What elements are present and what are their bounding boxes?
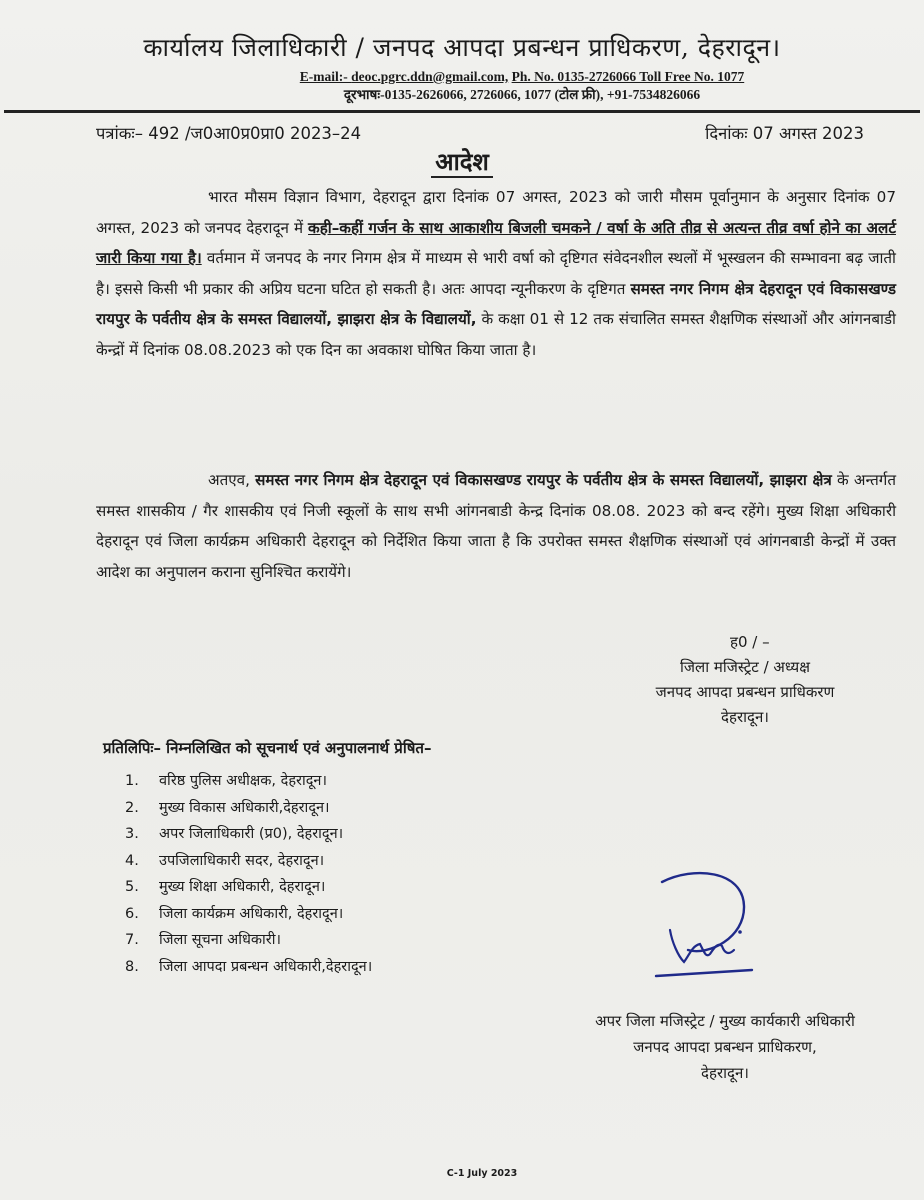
signatory1-authority: जनपद आपदा प्रबन्धन प्राधिकरण	[655, 683, 835, 701]
list-item: 8. जिला आपदा प्रबन्धन अधिकारी,देहरादून।	[125, 958, 373, 975]
signatory2-designation: अपर जिला मजिस्ट्रेट / मुख्य कार्यकारी अधिकारी	[595, 1012, 855, 1030]
signatory1-designation: जिला मजिस्ट्रेट / अध्यक्ष	[680, 658, 810, 676]
footer-note: C-1 July 2023	[446, 1168, 518, 1179]
signatory2-authority: जनपद आपदा प्रबन्धन प्राधिकरण,	[633, 1038, 817, 1056]
copy-to-list	[125, 768, 372, 980]
phone-tollfree: Ph. No. 0135-2726066 Toll Free No. 1077	[511, 69, 745, 84]
p2-text-a: अतएव,	[208, 471, 256, 489]
list-item: 6. जिला कार्यक्रम अधिकारी, देहरादून।	[125, 905, 344, 922]
p2-schools-text: समस्त नगर निगम क्षेत्र देहरादून एवं विकासखण्ड रायपुर के पर्वतीय क्षेत्र के समस्त विद्यालयों, झाझरा क्षेत्र	[255, 471, 832, 489]
email-address: deoc.pgrc.ddn@gmail.com,	[351, 69, 509, 84]
p1-text-a: भारत मौसम विज्ञान विभाग, देहरादून द्वारा दिनांक 07 अगस्त, 2023 को जारी मौसम पूर्वानुमान के अनुसार दिनांक 07 अगस्त, 2023 को जनपद देहरादून में	[96, 188, 896, 237]
signed-mark: ह0 / –	[730, 633, 770, 651]
contact-phone-line: दूरभाषः-0135-2626066, 2726066, 1077 (टोल फ्री), +91-7534826066	[343, 87, 701, 102]
signatory-block-2	[560, 1008, 890, 1086]
list-item: 4. उपजिलाधिकारी सदर, देहरादून।	[125, 852, 325, 869]
list-item: 3. अपर जिलाधिकारी (प्र0), देहरादून।	[125, 826, 344, 842]
signatory2-place: देहरादून।	[701, 1064, 749, 1082]
handwritten-signature	[648, 858, 758, 988]
p1-text-b: वर्तमान में जनपद के नगर निगम क्षेत्र में माध्यम से भारी वर्षा को दृष्टिगत संवेदनशील स्थलों में भूस्खलन की सम्भावना बढ़ जाती है। इससे किसी भी प्रकार की अप्रिय घटना घटित हो सकती है। अतः आपदा न्यूनीकरण के दृष्टिगत	[96, 249, 896, 298]
email-label: E-mail:-	[299, 69, 352, 84]
order-heading	[0, 145, 924, 178]
signatory-block-1	[600, 630, 890, 730]
paragraph-1	[96, 182, 896, 365]
p1-alert-text: कही–कहीं गर्जन के साथ आकाशीय बिजली चमकने / वर्षा के अति तीव्र से अत्यन्त तीव्र वर्षा होने का अलर्ट जारी किया गया है।	[96, 218, 896, 267]
p2-text-b: के अन्तर्गत समस्त शासकीय / गैर शासकीय एवं निजी स्कूलों के साथ सभी आंगनबाडी केन्द्र दिनांक 08.08. 2023 को बन्द रहेंगे। मुख्य शिक्षा अधिकारी देहरादून एवं जिला कार्यक्रम अधिकारी देहरादून को निर्देशित किया जाता है कि उपरोक्त समस्त शैक्षणिक संस्थाओं एवं आंगनबाडी केन्द्रों में उक्त आदेश का अनुपालन कराना सुनिश्चित करायेंगे।	[96, 471, 897, 581]
header-divider	[4, 110, 920, 113]
contact-email-line	[120, 69, 924, 85]
p1-text-c: के कक्षा 01 से 12 तक संचालित समस्त शैक्षणिक संस्थाओं और आंगनबाडी केन्द्रों में दिनांक 08.08.2023 को एक दिन का अवकाश घोषित किया जाता है।	[96, 310, 896, 359]
list-item: 2. मुख्य विकास अधिकारी,देहरादून।	[125, 799, 330, 816]
order-date: दिनांकः 07 अगस्त 2023	[705, 124, 864, 143]
p1-schools-text: समस्त नगर निगम क्षेत्र देहरादून एवं विकासखण्ड रायपुर के पर्वतीय क्षेत्र के समस्त विद्यालयों, झाझरा क्षेत्र के विद्यालयों,	[96, 279, 896, 328]
office-title: कार्यालय जिलाधिकारी / जनपद आपदा प्रबन्धन प्राधिकरण, देहरादून।	[143, 33, 781, 62]
copy-to-heading: प्रतिलिपिः– निम्नलिखित को सूचनार्थ एवं अनुपालनार्थ प्रेषित–	[103, 739, 432, 757]
order-heading-text: आदेश	[431, 148, 493, 178]
reference-number: पत्रांकः– 492 /ज0आ0प्र0प्रा0 2023–24	[96, 124, 362, 143]
list-item: 1. वरिष्ठ पुलिस अधीक्षक, देहरादून।	[125, 773, 327, 789]
list-item: 7. जिला सूचना अधिकारी।	[125, 932, 281, 948]
list-item: 5. मुख्य शिक्षा अधिकारी, देहरादून।	[125, 879, 326, 895]
paragraph-2	[96, 465, 896, 587]
signatory1-place: देहरादून।	[721, 708, 769, 726]
